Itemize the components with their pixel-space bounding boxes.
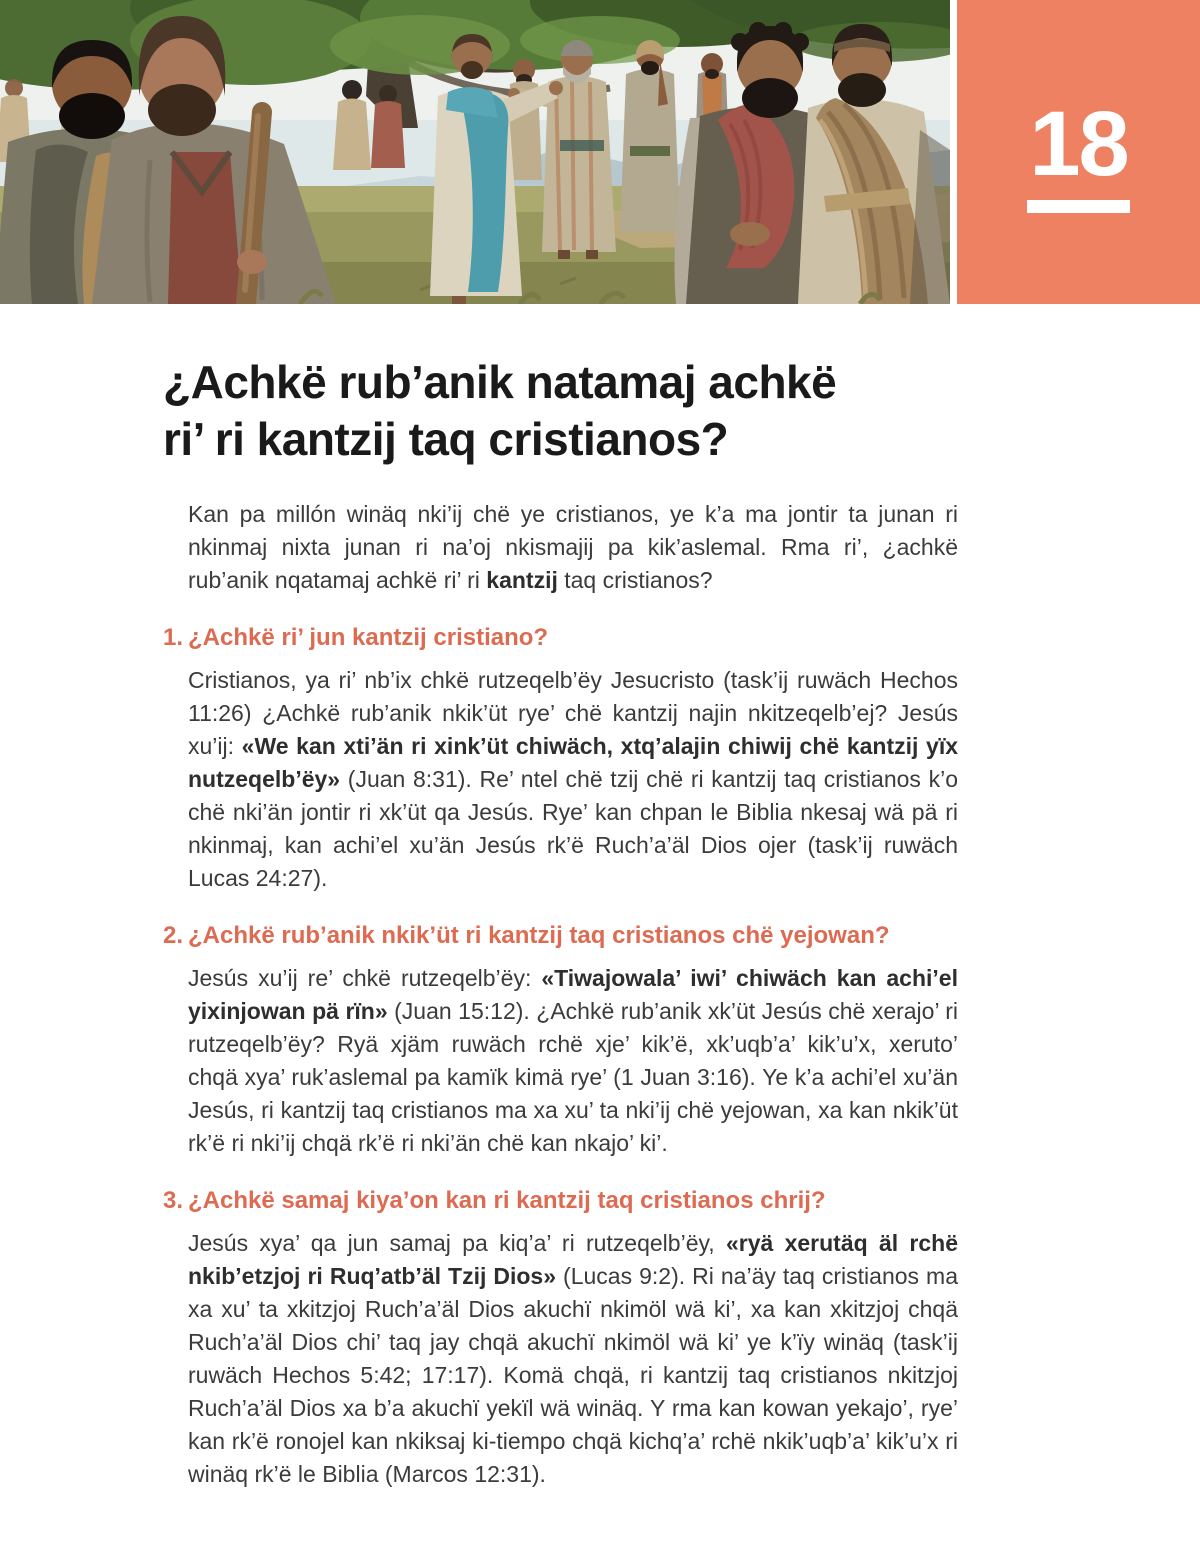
section-2-paragraph: Jesús xu’ij re’ chkë rutzeqelb’ëy: «Tiwajowala’ iwi’ chiwäch kan achi’el yixinjowan pä rïn» (Juan 15:12). ¿Achkë rub’anik xk’üt Jesús chë xerajo’ ri rutzeqelb’ëy? Ryä xjäm ruwäch rchë xje’ kik’ë, xk’uqb’a’ kik’u’x, xeruto’ chqä xya’ ruk’aslemal pa kamïk kimä rye’ (1 Juan 3:16). Ye k’a achi’el xu’än Jesús, ri kantzij taq cristianos ma xa xu’ ta nki’ij chë yejowan, xa kan nkik’üt rk’ë ri nki’ij chqä rk’ë ri nki’än chë kan nkajo’ ki’.	[188, 965, 958, 1156]
page-title	[163, 354, 958, 468]
photo-illustration	[0, 0, 950, 304]
intro-paragraph: Kan pa millón winäq nki’ij chë ye cristianos, ye k’a ma jontir ta junan ri nkinmaj nixta junan ri na’oj nkismajij pa kik’aslemal. Rma ri’, ¿achkë rub’anik nqatamaj achkë ri’ ri kantzij taq cristianos?	[188, 501, 958, 593]
chapter-number: 18	[1029, 93, 1128, 195]
section-3-number: 3.	[163, 1187, 184, 1214]
section-2-heading	[163, 921, 958, 950]
chapter-number-underline	[1027, 200, 1130, 213]
section-3-paragraph: Jesús xya’ qa jun samaj pa kiq’a’ ri rutzeqelb’ëy, «ryä xerutäq äl rchë nkib’etzjoj ri Ruq’atb’äl Tzij Dios» (Lucas 9:2). Ri na’äy taq cristianos ma xa xu’ ta xkitzjoj Ruch’a’äl Dios akuchï nkimöl wä ki’, xa kan xkitzjoj chqä Ruch’a’äl Dios chi’ taq jay chqä akuchï nkimöl wä ki’ ye k’ïy winäq (task’ij ruwäch Hechos 5:42; 17:17). Komä chqä, ri kantzij taq cristianos nkitzjoj Ruch’a’äl Dios xa b’a akuchï yekïl wä winäq. Y rma kan kowan yekajo’, rye’ kan rk’ë ronojel kan nkiksaj ki-tiempo chqä kichq’a’ rchë nkik’uqb’a’ kik’u’x ri winäq rk’ë le Biblia (Marcos 12:31).	[188, 1230, 959, 1487]
section-1-paragraph: Cristianos, ya ri’ nb’ix chkë rutzeqelb’ëy Jesucristo (task’ij ruwäch Hechos 11:26) ¿Achkë rub’anik nkik’üt rye’ chë kantzij najin nkitzeqelb’ej? Jesús xu’ij: «We kan xti’än ri xink’üt chiwäch, xtq’alajin chiwij chë kantzij yïx nutzeqelb’ëy» (Juan 8:31). Re’ ntel chë tzij chë ri kantzij taq cristianos k’o chë nki’än jontir ri xk’üt qa Jesús. Rye’ kan chpan le Biblia nkesaj wä pä ri nkinmaj, kan achi’el xu’än Jesús rk’ë Ruch’a’äl Dios ojer (task’ij ruwäch Lucas 24:27).	[188, 667, 959, 891]
section-3	[163, 1186, 958, 1491]
page-header	[0, 0, 1200, 304]
section-1-heading-text: ¿Achkë ri’ jun kantzij cristiano?	[188, 624, 549, 651]
page-title-line-1: ¿Achkë rub’anik natamaj achkë	[163, 356, 837, 408]
chapter-number-block	[957, 0, 1200, 304]
section-3-heading-text: ¿Achkë samaj kiya’on kan ri kantzij taq cristianos chrij?	[188, 1187, 826, 1214]
section-1-heading	[163, 623, 958, 652]
page-title-line-2: ri’ ri kantzij taq cristianos?	[163, 413, 729, 465]
section-1	[163, 623, 958, 895]
section-1-number: 1.	[163, 624, 184, 651]
chapter-photo	[0, 0, 950, 304]
article-content	[0, 304, 1200, 1491]
section-2-heading-text: ¿Achkë rub’anik nkik’üt ri kantzij taq cristianos chë yejowan?	[188, 922, 890, 949]
section-2-number: 2.	[163, 922, 184, 949]
section-2	[163, 921, 958, 1160]
section-3-heading	[163, 1186, 958, 1215]
